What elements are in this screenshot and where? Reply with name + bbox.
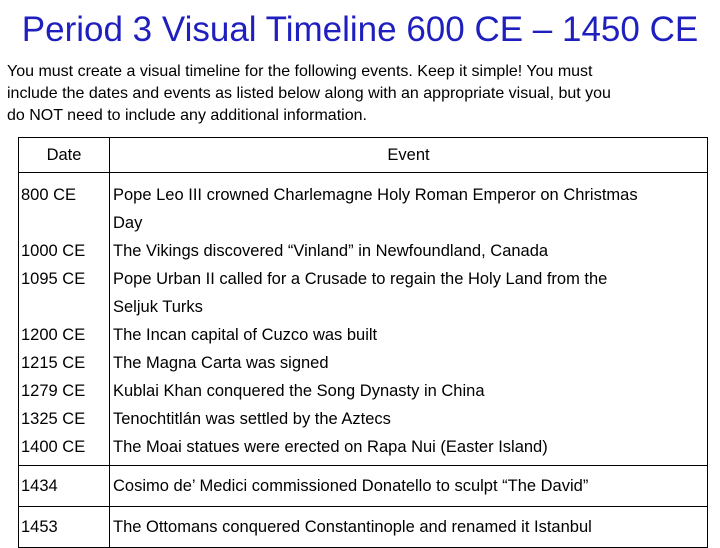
table-row [19, 466, 708, 507]
event-text: Day [113, 214, 143, 232]
date-text: 1279 CE [21, 382, 86, 400]
event-text: Pope Urban II called for a Crusade to regain the Holy Land from the [113, 270, 608, 288]
event-cell [110, 507, 708, 548]
event-column-header: Event [110, 138, 708, 173]
event-text: The Moai statues were erected on Rapa Nui (Easter Island) [113, 438, 548, 456]
event-text: The Magna Carta was signed [113, 354, 329, 372]
date-text: 1095 CE [21, 270, 86, 288]
date-text: 1325 CE [21, 410, 86, 428]
instructions-line: do NOT need to include any additional information. [7, 107, 367, 124]
event-text: Seljuk Turks [113, 298, 203, 316]
page-title: Period 3 Visual Timeline 600 CE – 1450 CE [21, 10, 699, 49]
event-text: Pope Leo III crowned Charlemagne Holy Roman Emperor on Christmas [113, 186, 638, 204]
event-text: Cosimo de’ Medici commissioned Donatello to sculpt “The David” [113, 477, 589, 495]
instructions-line: include the dates and events as listed below along with an appropriate visual, but you [7, 85, 611, 102]
date-text: 1453 [21, 518, 58, 536]
date-column-header: Date [19, 138, 110, 173]
event-text: The Vikings discovered “Vinland” in Newfoundland, Canada [113, 242, 549, 260]
date-text: 1400 CE [21, 438, 86, 456]
date-spacer [19, 293, 109, 321]
instructions-line: You must create a visual timeline for the following events. Keep it simple! You must [7, 63, 593, 80]
date-text: 1215 CE [21, 354, 86, 372]
date-text: 1000 CE [21, 242, 86, 260]
date-cell [19, 507, 110, 548]
event-cell [110, 466, 708, 507]
instructions [7, 61, 715, 127]
date-text: 1434 [21, 477, 58, 495]
event-text: The Incan capital of Cuzco was built [113, 326, 378, 344]
table-row [19, 507, 708, 548]
event-text: The Ottomans conquered Constantinople and renamed it Istanbul [113, 518, 592, 536]
event-text: Tenochtitlán was settled by the Aztecs [113, 410, 391, 428]
date-spacer [19, 209, 109, 237]
timeline-table [18, 137, 708, 548]
table-header-row [19, 138, 708, 173]
date-text: 800 CE [21, 186, 77, 204]
date-cell [19, 466, 110, 507]
date-cell [19, 173, 110, 466]
event-cell [110, 173, 708, 466]
table-row [19, 173, 708, 466]
date-text: 1200 CE [21, 326, 86, 344]
event-text: Kublai Khan conquered the Song Dynasty in China [113, 382, 485, 400]
